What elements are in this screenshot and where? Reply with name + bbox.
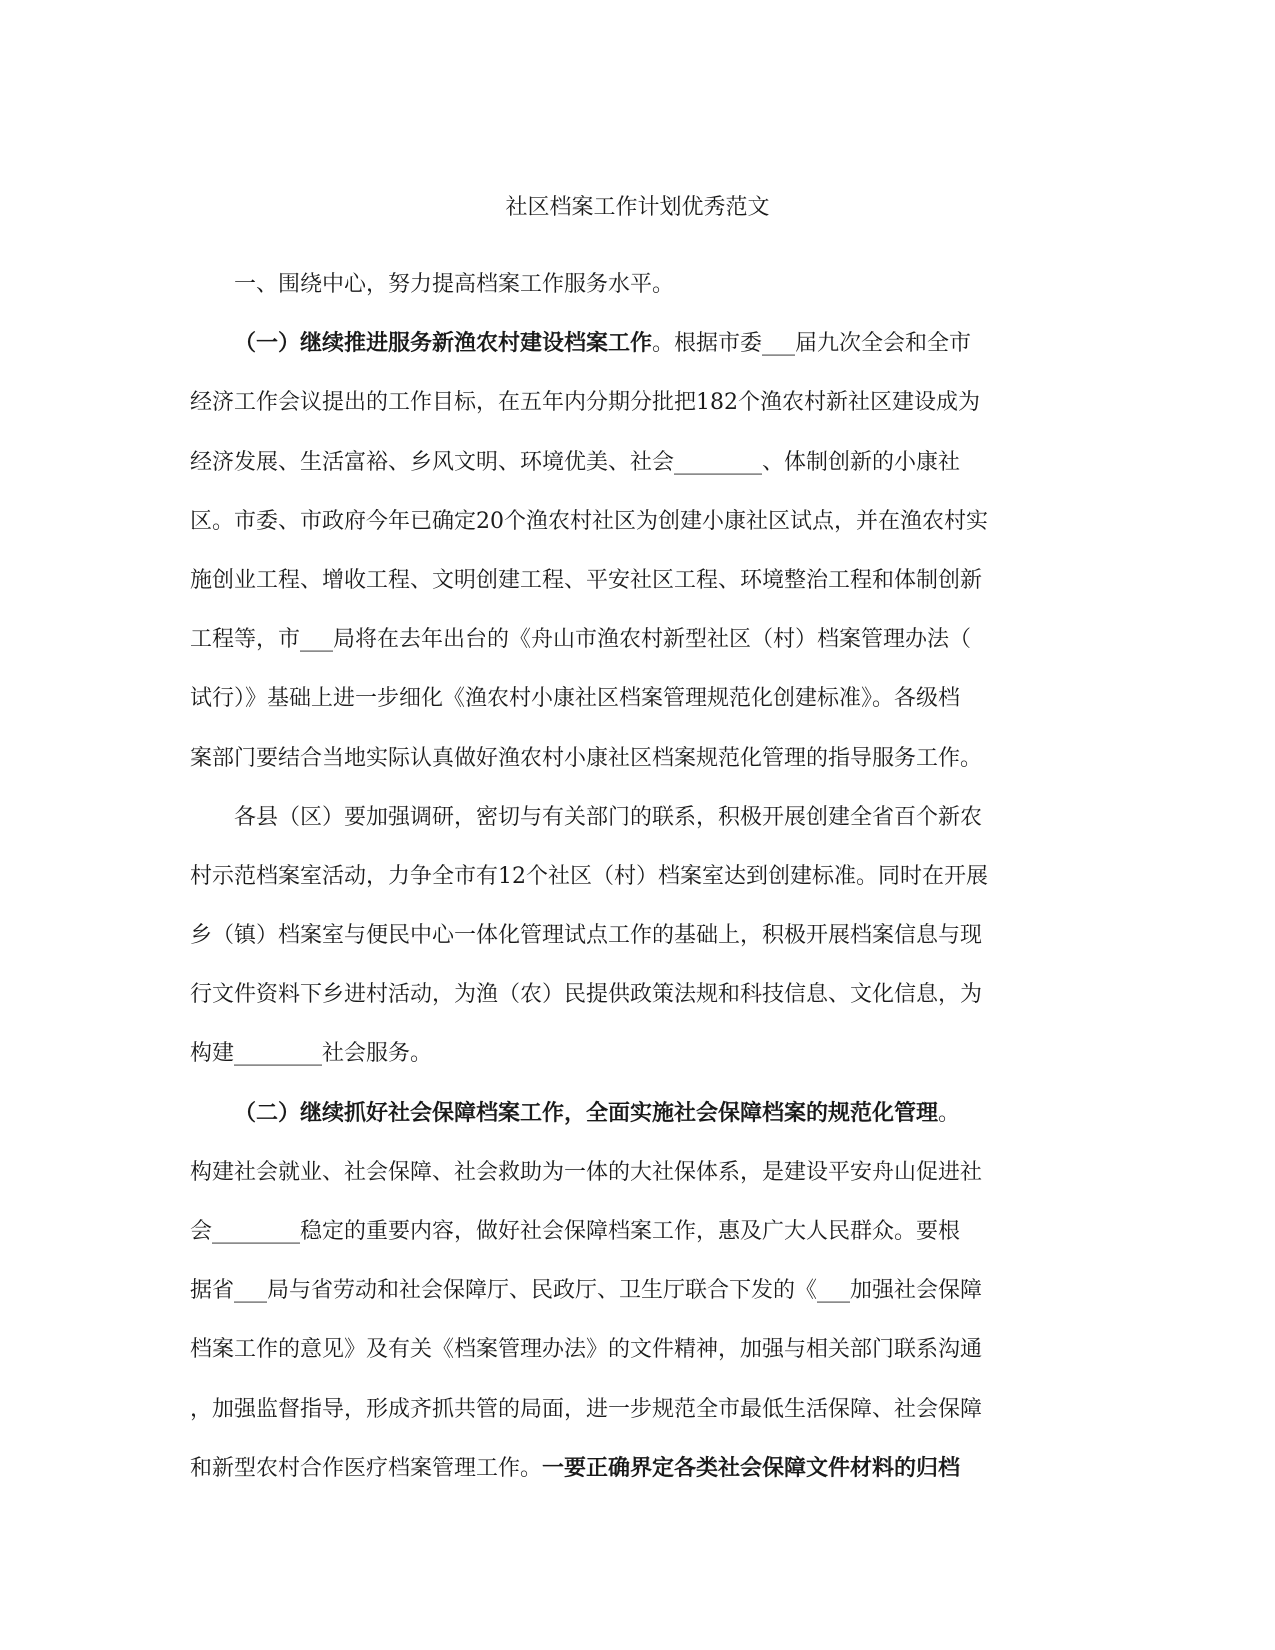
text-segment: 乡（镇）档案室与便民中心一体化管理试点工作的基础上，积极开展档案信息与现 — [190, 923, 983, 949]
text-segment: 据省___局与省劳动和社会保障厅、民政厅、卫生厅联合下发的《___加强社会保障 — [190, 1278, 983, 1304]
text-segment: 各县（区）要加强调研，密切与有关部门的联系，积极开展创建全省百个新农 — [234, 804, 983, 830]
text-line — [190, 669, 1085, 728]
text-line — [190, 1380, 1085, 1439]
text-line — [190, 314, 1085, 373]
text-line — [190, 255, 1085, 314]
text-line — [190, 965, 1085, 1024]
bold-text-segment: （二）继续抓好社会保障档案工作，全面实施社会保障档案的规范化管理 — [234, 1099, 939, 1126]
text-line — [190, 1261, 1085, 1320]
document-title: 社区档案工作计划优秀范文 — [505, 195, 770, 220]
text-line — [190, 906, 1085, 965]
text-segment: ，加强监督指导，形成齐抓共管的局面，进一步规范全市最低生活保障、社会保障 — [190, 1396, 983, 1422]
text-line — [190, 433, 1085, 492]
text-line — [190, 1439, 1085, 1498]
text-segment: 。根据市委___届九次全会和全市 — [652, 331, 972, 357]
text-segment: 区。市委、市政府今年已确定20个渔农村社区为创建小康社区试点，并在渔农村实 — [190, 508, 988, 534]
text-segment: 和新型农村合作医疗档案管理工作。 — [190, 1455, 543, 1481]
text-segment: 经济发展、生活富裕、乡风文明、环境优美、社会________、体制创新的小康社 — [190, 449, 961, 475]
text-line — [190, 729, 1085, 788]
text-segment: 村示范档案室活动，力争全市有12个社区（村）档案室达到创建标准。同时在开展 — [190, 863, 988, 889]
text-segment: 施创业工程、增收工程、文明创建工程、平安社区工程、环境整治工程和体制创新 — [190, 567, 983, 593]
text-line — [190, 1202, 1085, 1261]
text-segment: 案部门要结合当地实际认真做好渔农村小康社区档案规范化管理的指导服务工作。 — [190, 745, 983, 771]
text-line — [190, 373, 1085, 432]
text-segment: 档案工作的意见》及有关《档案管理办法》的文件精神，加强与相关部门联系沟通 — [190, 1337, 983, 1363]
text-segment: 。 — [938, 1100, 961, 1126]
text-segment: 行文件资料下乡进村活动，为渔（农）民提供政策法规和科技信息、文化信息，为 — [190, 982, 983, 1008]
text-segment: 经济工作会议提出的工作目标，在五年内分期分批把182个渔农村新社区建设成为 — [190, 390, 980, 416]
text-segment: 一、围绕中心，努力提高档案工作服务水平。 — [234, 272, 675, 297]
bold-text-segment: 一要正确界定各类社会保障文件材料的归档 — [542, 1454, 961, 1481]
text-line — [190, 492, 1085, 551]
bold-text-segment: （一）继续推进服务新渔农村建设档案工作 — [234, 330, 653, 357]
text-segment: 试行）》基础上进一步细化《渔农村小康社区档案管理规范化创建标准》。各级档 — [190, 686, 961, 712]
document-body — [190, 255, 1085, 1498]
text-segment: 会________稳定的重要内容，做好社会保障档案工作，惠及广大人民群众。要根 — [190, 1219, 961, 1244]
text-line — [190, 847, 1085, 906]
text-line — [190, 610, 1085, 669]
text-line — [190, 1320, 1085, 1379]
text-line — [190, 1084, 1085, 1143]
text-line — [190, 788, 1085, 847]
text-line — [190, 1143, 1085, 1202]
text-line — [190, 1024, 1085, 1083]
text-segment: 构建社会就业、社会保障、社会救助为一体的大社保体系，是建设平安舟山促进社 — [190, 1159, 983, 1185]
text-segment: 工程等，市___局将在去年出台的《舟山市渔农村新型社区（村）档案管理办法（ — [190, 627, 972, 653]
text-line — [190, 551, 1085, 610]
text-segment: 构建________社会服务。 — [190, 1041, 433, 1067]
